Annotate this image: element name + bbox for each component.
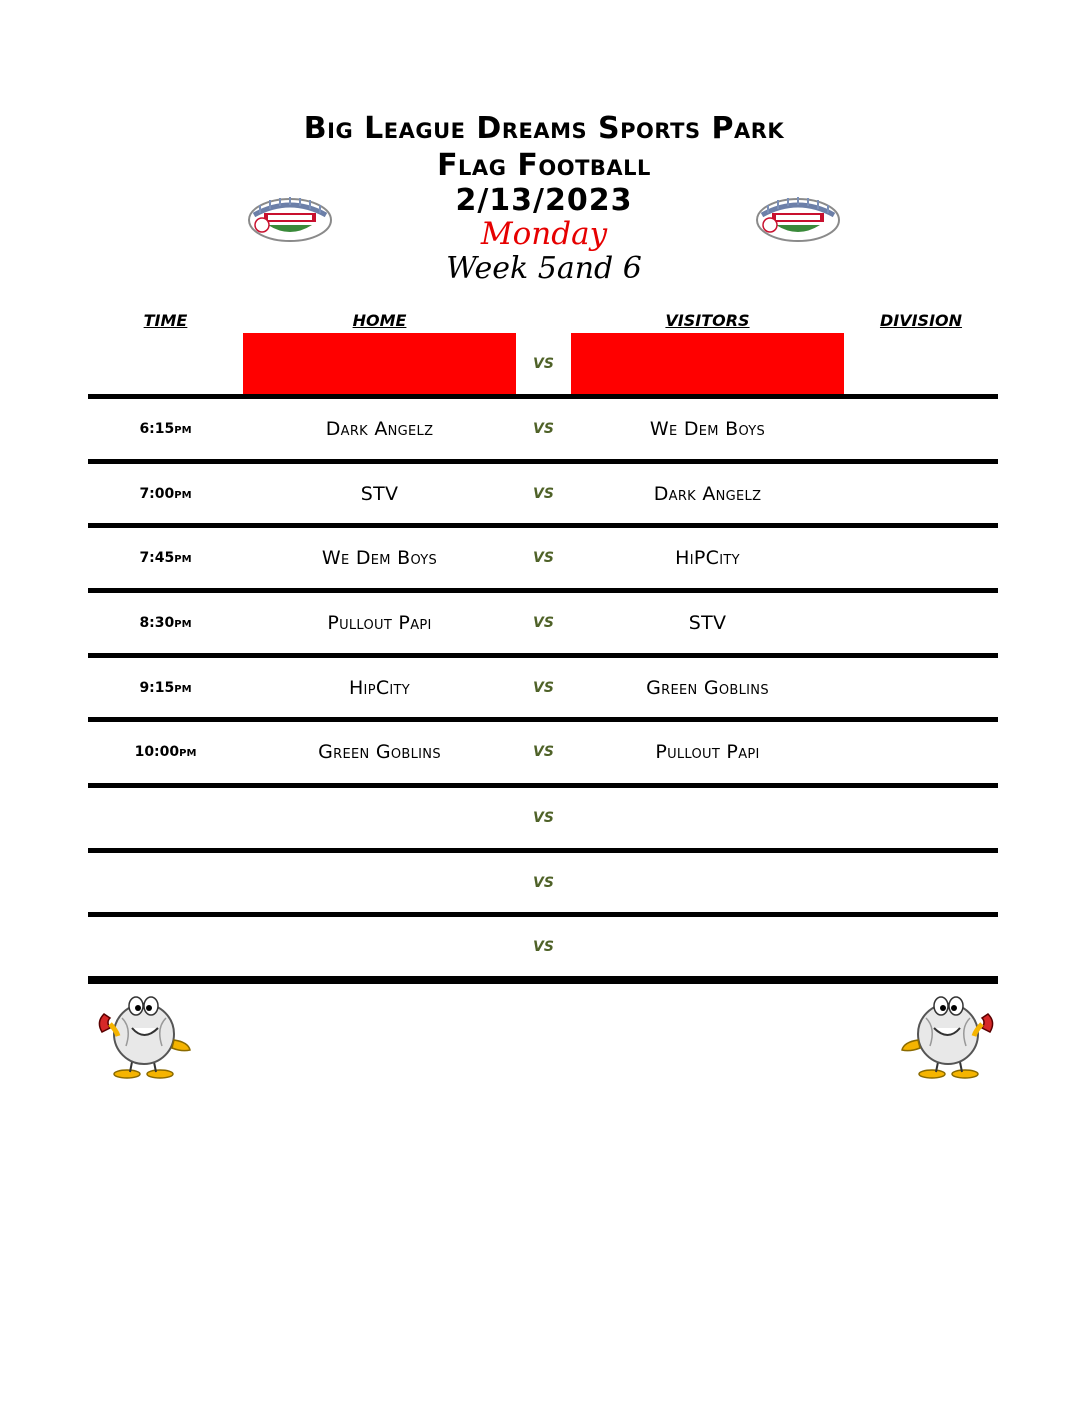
visiting-team: Pullout Papi [655,741,760,763]
visiting-team: We Dem Boys [649,418,766,440]
column-header-visitors: VISITORS [665,311,750,330]
visiting-team: Green Goblins [646,677,769,699]
home-team: We Dem Boys [321,547,438,569]
baseball-mascot-icon [896,988,1000,1080]
baseball-mascot-icon [92,988,196,1080]
game-division [844,788,998,848]
home-team: Pullout Papi [327,612,432,634]
stadium-logo-right [754,193,842,243]
game-time: 6:15pm [139,421,192,437]
game-row [88,788,998,848]
vs-label: VS [533,744,554,760]
game-division [844,853,998,913]
vs-label: VS [533,421,554,437]
visiting-team: HiPCity [675,547,740,569]
game-division [844,722,998,782]
vs-label: VS [533,939,554,955]
table-bottom-rule [88,976,998,984]
visiting-team [571,788,844,848]
home-team: STV [360,483,399,505]
game-row [88,399,998,459]
game-row [88,917,998,977]
visiting-team [571,853,844,913]
home-team: Green Goblins [318,741,441,763]
game-time [88,788,243,848]
header-vs-label: VS [533,356,554,372]
vs-label: VS [533,486,554,502]
home-team [243,853,516,913]
vs-label: VS [533,615,554,631]
game-division [844,399,998,459]
home-team [243,917,516,977]
visiting-team: Dark Angelz [653,483,762,505]
sport-title: Flag Football [437,148,651,183]
visiting-team: STV [688,612,727,634]
game-time: 8:30pm [139,615,192,631]
column-header-division: DIVISION [879,311,963,330]
game-row [88,464,998,524]
game-time: 7:00pm [139,486,192,502]
column-header-time: TIME [143,311,188,330]
schedule-day: Monday [480,216,608,252]
game-division [844,658,998,718]
schedule-date: 2/13/2023 [455,183,633,218]
home-team: HipCity [348,677,411,699]
column-header-home: HOME [352,311,407,330]
stadium-logo-left [246,193,334,243]
game-time: 9:15pm [139,680,192,696]
game-row [88,528,998,588]
game-division [844,593,998,653]
game-row [88,658,998,718]
game-division [844,464,998,524]
game-row [88,853,998,913]
game-row [88,722,998,782]
game-division [844,917,998,977]
schedule-header [0,110,1088,287]
game-time: 7:45pm [139,550,192,566]
park-title: Big League Dreams Sports Park [303,111,785,146]
header-row [88,333,998,395]
home-team: Dark Angelz [325,418,434,440]
vs-label: VS [533,875,554,891]
vs-label: VS [533,550,554,566]
game-time [88,853,243,913]
game-time [88,917,243,977]
home-team [243,788,516,848]
schedule-week: Week 5and 6 [446,251,642,286]
game-division [844,528,998,588]
game-time: 10:00pm [134,744,197,760]
vs-label: VS [533,810,554,826]
vs-label: VS [533,680,554,696]
visiting-team [571,917,844,977]
game-row [88,593,998,653]
